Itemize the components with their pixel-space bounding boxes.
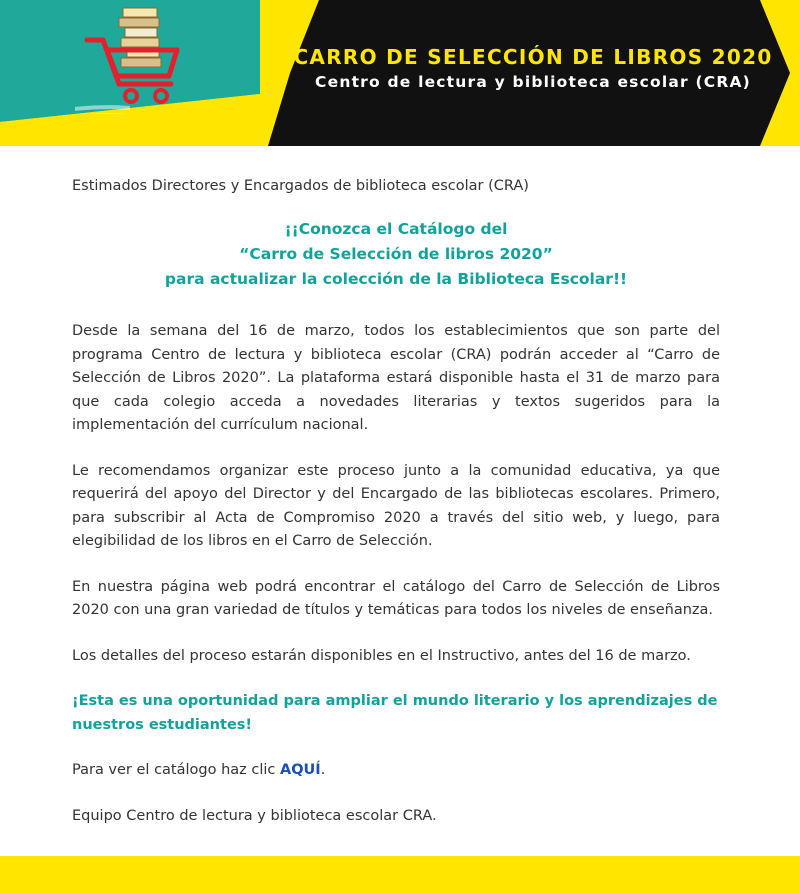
shopping-cart-with-books-icon [75, 4, 205, 114]
page-subtitle: Centro de lectura y biblioteca escolar (CRA) [315, 73, 751, 91]
catalog-link-prefix: Para ver el catálogo haz clic [72, 762, 280, 778]
header-banner [0, 0, 800, 146]
message-body [72, 175, 720, 828]
paragraph-schedule: Desde la semana del 16 de marzo, todos los establecimientos que son parte del programa Centro de lectura y biblioteca escolar (CRA) podrán acceder al “Carro de Selección de Libros 2020”. La plataforma estará disponible hasta el 31 de marzo para que cada colegio acceda a novedades literarias y textos sugeridos para la implementación del currículum nacional. [72, 323, 720, 433]
paragraph-instructions: Los detalles del proceso estarán disponibles en el Instructivo, antes del 16 de marzo. [72, 647, 691, 664]
page-title: CARRO DE SELECCIÓN DE LIBROS 2020 [293, 45, 773, 69]
footer-bar [0, 856, 800, 893]
announcement-line-3: para actualizar la colección de la Biblioteca Escolar!! [164, 270, 628, 288]
opportunity-callout: ¡Esta es una oportunidad para ampliar el mundo literario y los aprendizajes de nuestros estudiantes! [72, 693, 718, 733]
catalog-link-suffix: . [320, 762, 326, 778]
catalog-announcement [72, 217, 720, 292]
catalog-link[interactable]: AQUÍ [279, 762, 321, 778]
salutation: Estimados Directores y Encargados de biblioteca escolar (CRA) [72, 178, 529, 194]
header-title-block [290, 44, 776, 93]
announcement-line-1: ¡¡Conozca el Catálogo del [284, 220, 508, 238]
signature: Equipo Centro de lectura y biblioteca escolar CRA. [72, 807, 437, 824]
catalog-link-line [72, 759, 720, 783]
announcement-line-2: “Carro de Selección de libros 2020” [239, 245, 553, 263]
paragraph-catalog-info: En nuestra página web podrá encontrar el catálogo del Carro de Selección de Libros 2020 con una gran variedad de títulos y temáticas para todos los niveles de enseñanza. [72, 578, 720, 618]
paragraph-recommendation: Le recomendamos organizar este proceso junto a la comunidad educativa, ya que requerirá del apoyo del Director y del Encargado de las bibliotecas escolares. Primero, para subscribir al Acta de Compromiso 2020 a través del sitio web, y luego, para elegibilidad de los libros en el Carro de Selección. [72, 462, 720, 549]
